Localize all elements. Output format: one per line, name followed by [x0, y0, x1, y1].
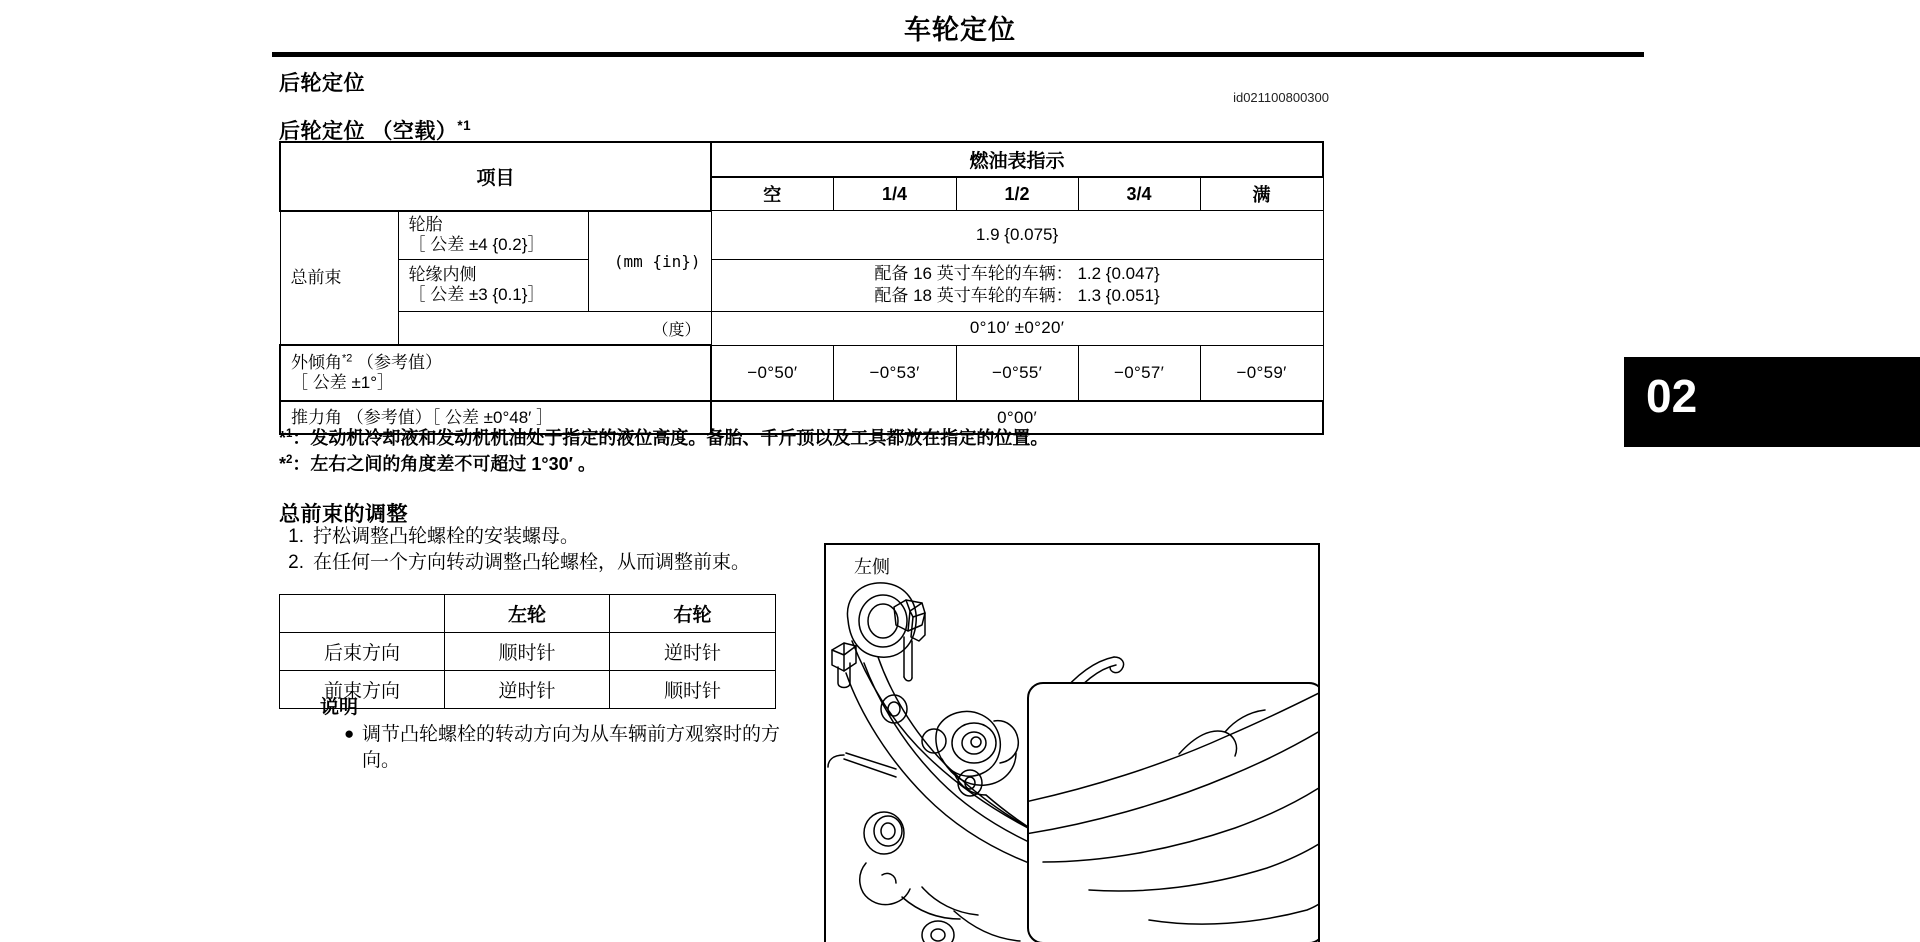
fuel-column-full: 满	[1200, 177, 1323, 211]
note-heading: 说明	[320, 697, 359, 718]
step-1-text: 拧松调整凸轮螺栓的安装螺母。	[313, 526, 580, 547]
direction-row-toe-out-label: 后束方向	[280, 633, 445, 671]
fuel-column-three-quarter: 3/4	[1078, 177, 1200, 211]
adjustment-steps-list	[279, 524, 779, 577]
footnote-2-sup: 2	[286, 454, 293, 467]
table-row-rim-inside	[280, 259, 1323, 311]
row-label-camber	[280, 345, 711, 401]
table-row-camber	[280, 345, 1323, 401]
value-camber-half: −0°55′	[956, 345, 1078, 401]
footnotes	[279, 425, 1619, 477]
header-item: 项目	[280, 142, 711, 211]
document-id: id021100800300	[1233, 90, 1329, 105]
row-label-rim-inside-line2: ［ 公差 ±3 {0.1}］	[408, 285, 545, 305]
suspension-illustration	[824, 543, 1320, 942]
footnote-2-mark: *	[279, 454, 287, 475]
row-label-rim-inside	[398, 259, 588, 311]
row-group-total-toe: 总前束	[280, 211, 398, 346]
value-rim-inside-16inch: 配备 16 英寸车轮的车辆： 1.2 {0.047}	[874, 264, 1160, 284]
list-item	[279, 524, 779, 549]
fuel-column-empty: 空	[711, 177, 833, 211]
value-camber-full: −0°59′	[1200, 345, 1323, 401]
step-2-number: 2.	[288, 552, 304, 574]
section-heading-rear-alignment-unladen-text: 后轮定位 （空载）	[279, 120, 458, 143]
note-block	[320, 695, 790, 773]
value-camber-three-quarter: −0°57′	[1078, 345, 1200, 401]
row-label-rim-inside-line1: 轮缘内侧	[408, 264, 477, 284]
header-fuel-gauge: 燃油表指示	[711, 142, 1323, 177]
note-bullet-text: 调节凸轮螺栓的转动方向为从车辆前方观察时的方向。	[362, 724, 781, 771]
row-label-tire-line1: 轮胎	[408, 214, 443, 234]
value-camber-empty: −0°50′	[711, 345, 833, 401]
figure-inset-callout	[1027, 682, 1320, 942]
footnote-2	[279, 451, 1619, 477]
row-label-tire	[398, 211, 588, 260]
step-2-text: 在任何一个方向转动调整凸轮螺栓，从而调整前束。	[313, 552, 751, 574]
direction-table-header-right-wheel: 右轮	[610, 595, 776, 633]
unit-mm-in: (mm {in})	[588, 211, 711, 312]
header-divider	[272, 52, 1644, 57]
direction-row-toe-in-right: 顺时针	[610, 671, 776, 709]
value-tire-toe: 1.9 {0.075}	[711, 211, 1323, 260]
chapter-tab	[1624, 357, 1920, 447]
section-heading-rear-alignment: 后轮定位	[279, 72, 365, 95]
table-row-header	[280, 595, 776, 633]
rear-alignment-spec-table	[279, 141, 1324, 435]
table-row	[280, 633, 776, 671]
figure-label-left-side: 左侧	[854, 557, 890, 577]
direction-row-toe-in-left: 逆时针	[445, 671, 610, 709]
figure-inset-detail-drawing	[1029, 684, 1320, 942]
footnote-1-mark: *	[279, 428, 287, 448]
row-label-camber-reference: （参考值）	[357, 352, 443, 372]
direction-row-toe-in-label: 前束方向	[280, 671, 445, 709]
cam-bolt-direction-table	[279, 594, 776, 709]
note-bullet-item	[320, 722, 790, 773]
value-thrust-angle: 0°00′	[711, 401, 1323, 434]
footnote-1-text: ：发动机冷却液和发动机机油处于指定的液位高度。备胎、千斤顶以及工具都放在指定的位置。	[292, 428, 1049, 448]
direction-row-toe-out-left: 顺时针	[445, 633, 610, 671]
page-title: 车轮定位	[904, 15, 1016, 45]
value-camber-quarter: −0°53′	[833, 345, 956, 401]
table-row-header-top	[280, 142, 1323, 177]
footnote-1	[279, 425, 1619, 451]
fuel-column-half: 1/2	[956, 177, 1078, 211]
unit-degree: （度）	[398, 311, 711, 345]
footnote-1-sup: 1	[286, 428, 293, 440]
list-item	[279, 550, 779, 575]
row-label-camber-text: 外倾角	[291, 352, 342, 372]
row-label-tire-line2: ［ 公差 ±4 {0.2}］	[408, 235, 545, 255]
row-label-camber-line1	[291, 353, 704, 374]
fuel-column-quarter: 1/4	[833, 177, 956, 211]
row-label-thrust-angle: 推力角 （参考值）［ 公差 ±0°48′ ］	[280, 401, 711, 434]
table-row-tire	[280, 211, 1323, 260]
direction-row-toe-out-right: 逆时针	[610, 633, 776, 671]
chapter-tab-number: 02	[1646, 370, 1698, 422]
direction-table-header-left-wheel: 左轮	[445, 595, 610, 633]
value-toe-degrees: 0°10′ ±0°20′	[711, 311, 1323, 345]
direction-table-corner	[280, 595, 445, 633]
value-rim-inside-18inch: 配备 18 英寸车轮的车辆： 1.3 {0.051}	[874, 286, 1160, 306]
bullet-icon: ●	[344, 724, 355, 744]
footnote-2-text: ：左右之间的角度差不可超过 1°30′ 。	[292, 454, 596, 475]
footnote-marker-2: *2	[342, 352, 353, 365]
row-label-camber-line2: ［ 公差 ±1°］	[291, 373, 395, 393]
footnote-marker-1: *1	[457, 118, 472, 133]
section-heading-total-toe-adjust: 总前束的调整	[279, 503, 408, 526]
step-1-number: 1.	[288, 526, 304, 547]
value-rim-inside-toe	[711, 259, 1323, 311]
table-row-degrees	[280, 311, 1323, 345]
